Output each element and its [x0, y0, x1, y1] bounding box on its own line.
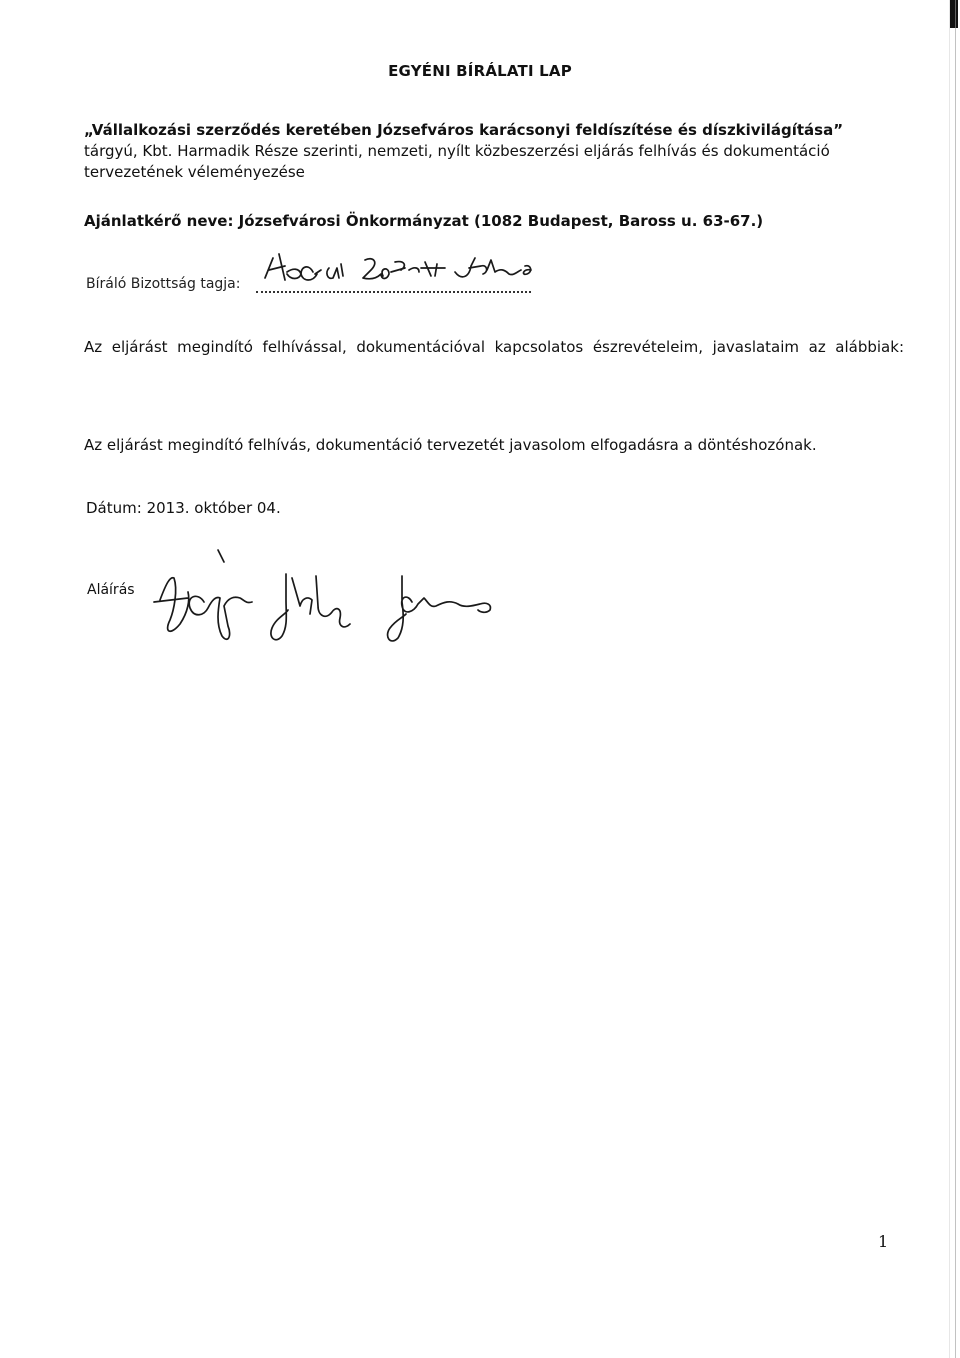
handwritten-signature: [140, 540, 540, 654]
document-title: EGYÉNI BÍRÁLATI LAP: [388, 62, 572, 80]
subject-paragraph: [84, 120, 874, 183]
signature-label: Aláírás: [87, 582, 135, 598]
remarks-intro: Az eljárást megindító felhívással, dokumentációval kapcsolatos észrevételeim, javaslataim az alábbiak:: [84, 338, 904, 356]
scan-corner-mark: [950, 0, 958, 28]
reviewer-opinion: Az eljárást megindító felhívás, dokumentáció tervezetét javasolom elfogadásra a döntéshozónak.: [84, 436, 817, 454]
date-line: Dátum: 2013. október 04.: [86, 499, 281, 517]
scan-edge-line: [955, 0, 956, 1358]
committee-member-handwriting: [255, 240, 635, 299]
subject-title: „Vállalkozási szerződés keretében Józsefváros karácsonyi feldíszítése és díszkivilágítása”: [84, 121, 844, 139]
scan-edge-line-inner: [949, 0, 950, 1358]
subject-description: tárgyú, Kbt. Harmadik Része szerinti, nemzeti, nyílt közbeszerzési eljárás felhívás és dokumentáció tervezetének véleményezése: [84, 142, 830, 181]
committee-label: Bíráló Bizottság tagja:: [86, 276, 241, 292]
requester-line: Ajánlatkérő neve: Józsefvárosi Önkormányzat (1082 Budapest, Baross u. 63-67.): [84, 212, 764, 230]
page-number: 1: [878, 1232, 889, 1251]
